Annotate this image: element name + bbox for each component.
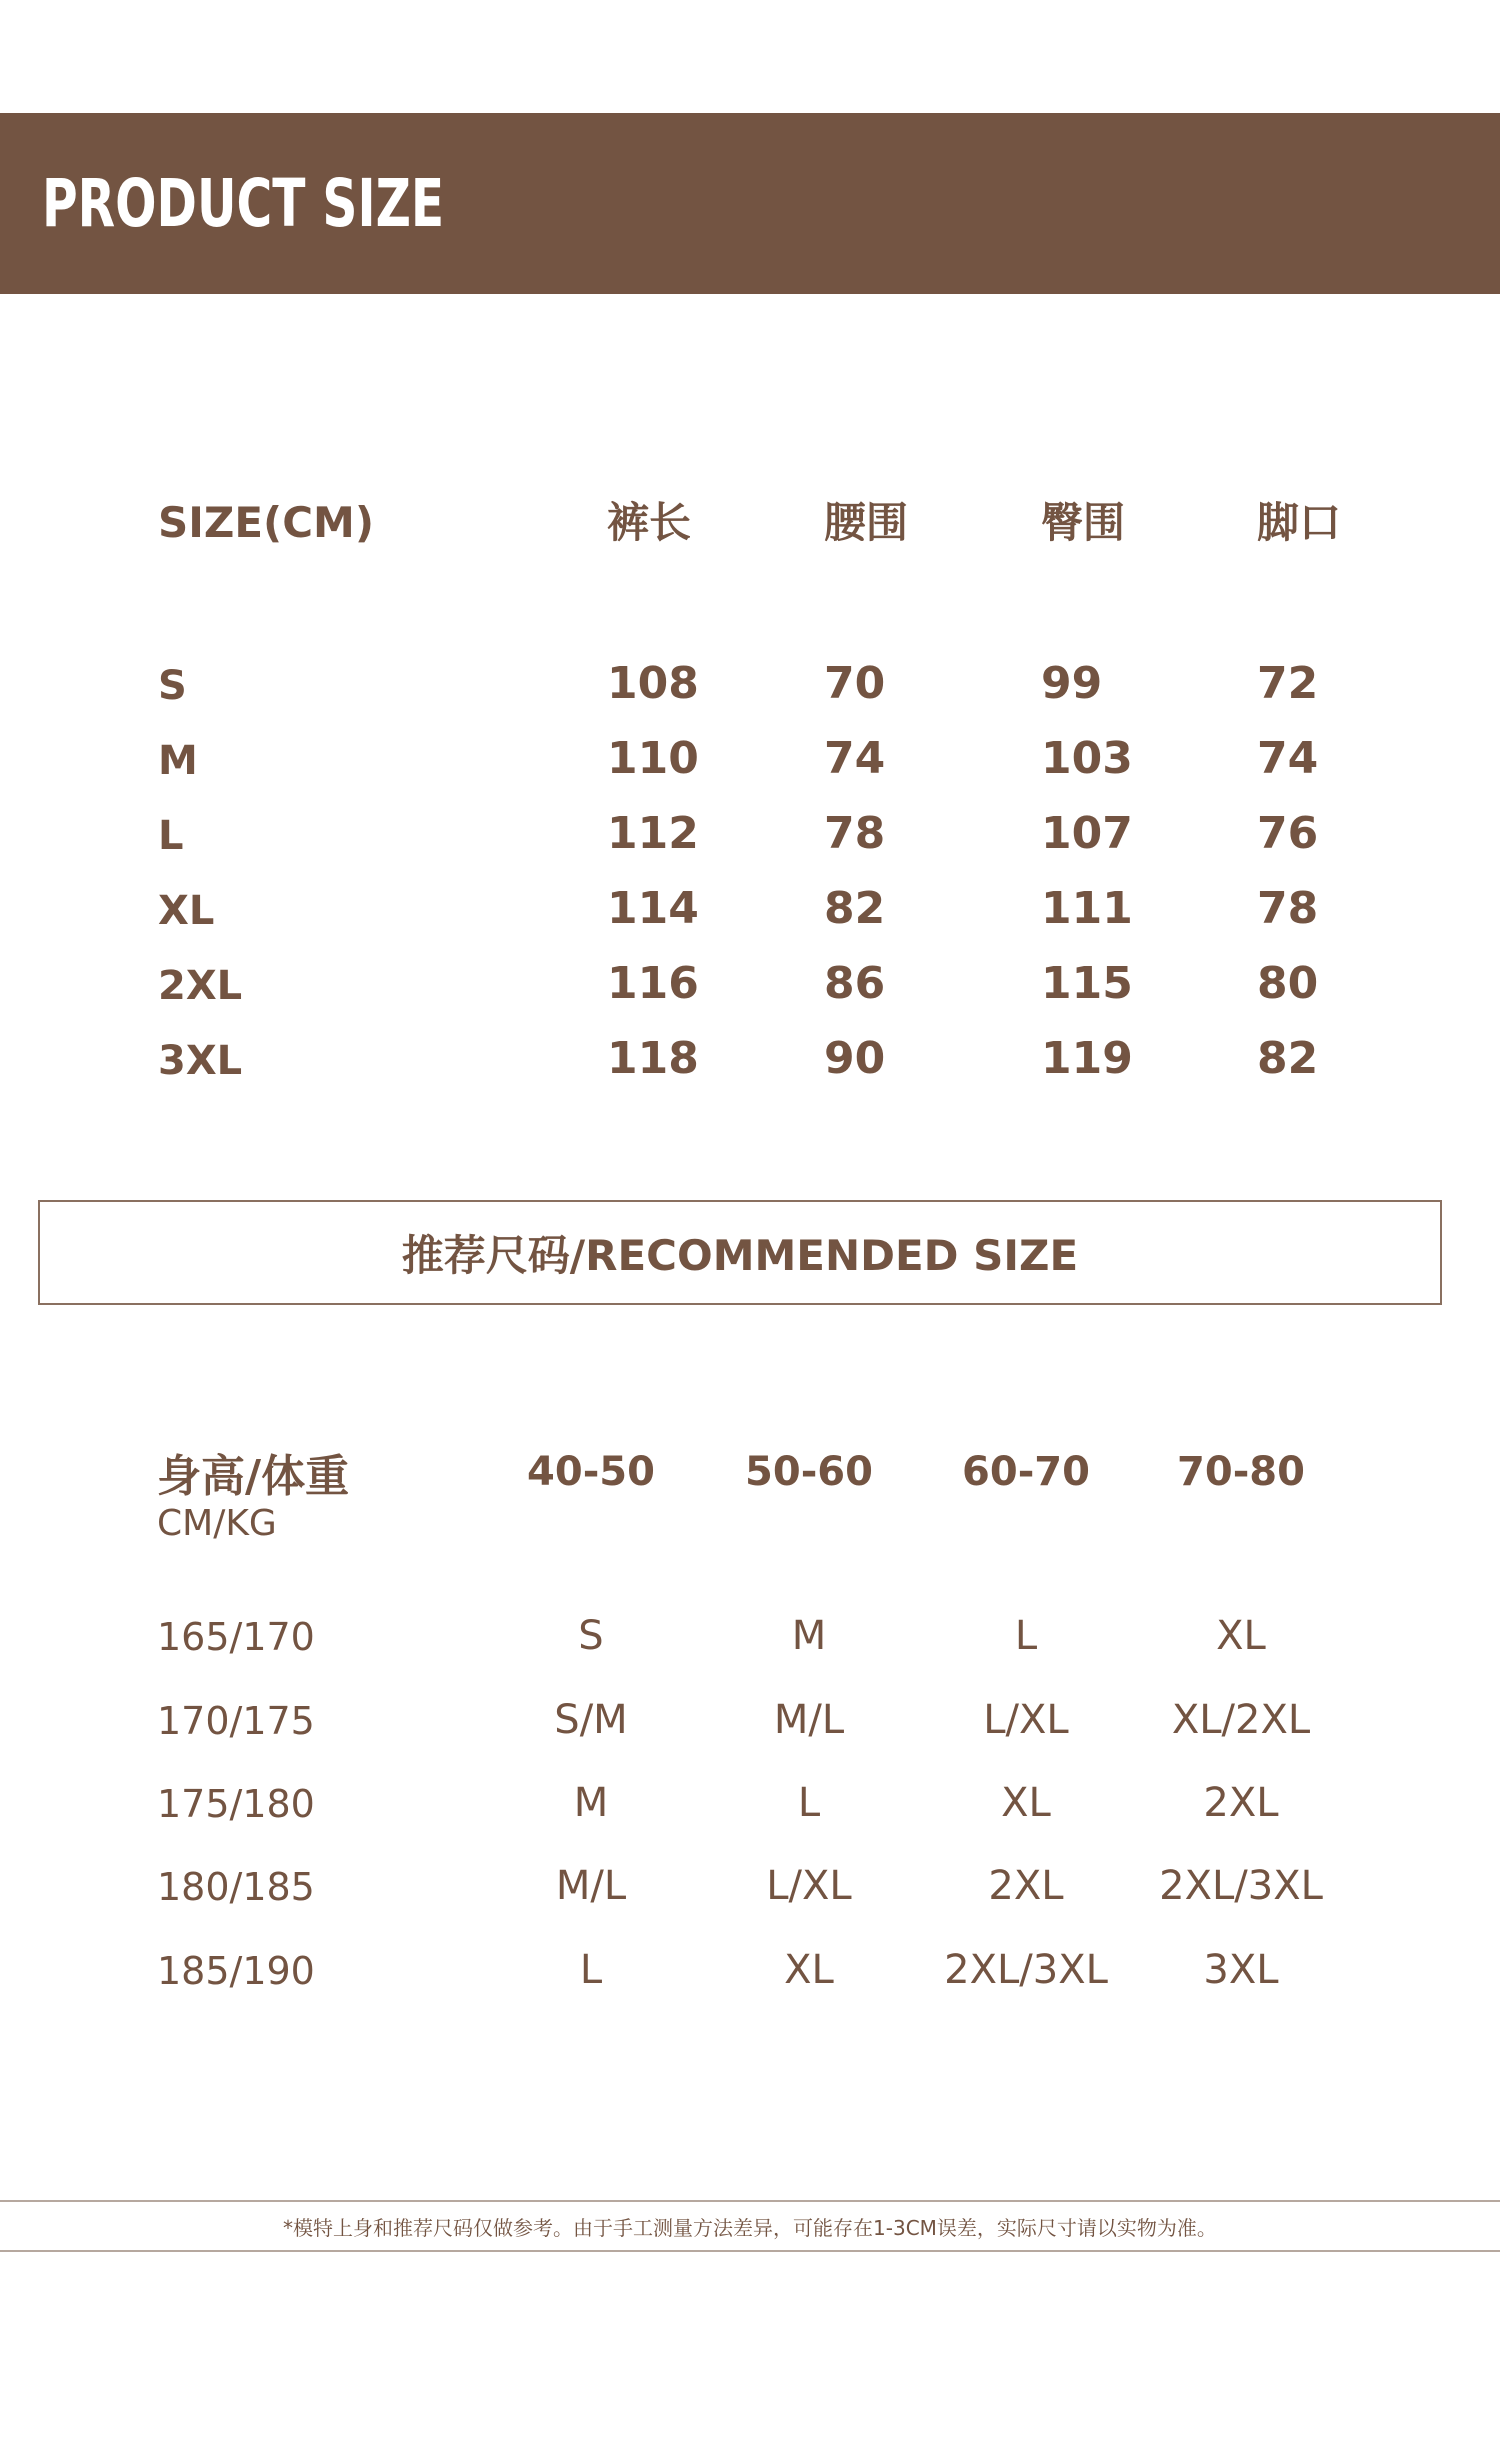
footer-divider-bottom <box>0 2250 1500 2252</box>
recommended-size-cell: XL/2XL <box>1171 1697 1311 1743</box>
size-table-cell: 74 <box>824 733 886 784</box>
size-table-cell: 90 <box>824 1033 886 1084</box>
size-table-cell: 78 <box>824 808 886 859</box>
size-table-cell: 72 <box>1257 658 1319 709</box>
size-table-cell: 110 <box>607 733 699 784</box>
recommended-size-cell: M <box>573 1780 609 1826</box>
recommended-size-cell: M <box>791 1613 827 1659</box>
size-table-cell: 99 <box>1041 658 1103 709</box>
size-table-cell: 82 <box>824 883 886 934</box>
weight-range-header: 50-60 <box>745 1449 873 1495</box>
weight-range-header: 60-70 <box>962 1449 1090 1495</box>
size-table-cell: 114 <box>607 883 699 934</box>
size-label: S <box>158 663 187 709</box>
height-weight-value: 165/170 <box>157 1615 315 1659</box>
size-table-cell: 119 <box>1041 1033 1133 1084</box>
recommended-size-cell: 2XL/3XL <box>944 1947 1108 1993</box>
size-table-header: 裤长 <box>607 498 692 547</box>
height-weight-value: 170/175 <box>157 1699 315 1743</box>
size-table-cell: 116 <box>607 958 699 1009</box>
recommended-size-cell: M/L <box>773 1697 845 1743</box>
size-table-cell: 108 <box>607 658 699 709</box>
size-label: M <box>158 738 198 784</box>
recommended-size-cell: L <box>797 1780 821 1826</box>
recommended-size-cell: XL <box>1001 1780 1051 1826</box>
size-table-cell: 103 <box>1041 733 1133 784</box>
size-table-cell: 70 <box>824 658 886 709</box>
recommended-size-cell: L <box>1014 1613 1038 1659</box>
size-label: XL <box>158 888 215 934</box>
size-table-cell: 74 <box>1257 733 1319 784</box>
height-weight-value: 180/185 <box>157 1865 315 1909</box>
height-weight-label: 身高/体重 <box>157 1451 350 1502</box>
size-table-cell: 76 <box>1257 808 1319 859</box>
recommended-size-cell: 2XL <box>1203 1780 1279 1826</box>
size-label: 2XL <box>158 963 243 1009</box>
size-label: 3XL <box>158 1038 243 1084</box>
size-table-cell: 78 <box>1257 883 1319 934</box>
size-table-cell: 111 <box>1041 883 1133 934</box>
size-table-cell: 82 <box>1257 1033 1319 1084</box>
size-table-cell: 80 <box>1257 958 1319 1009</box>
recommended-size-cell: L/XL <box>983 1697 1069 1743</box>
recommended-size-cell: M/L <box>555 1863 627 1909</box>
height-weight-value: 185/190 <box>157 1949 315 1993</box>
size-label: L <box>158 813 184 859</box>
weight-range-header: 40-50 <box>527 1449 655 1495</box>
size-table-header: 腰围 <box>824 498 909 547</box>
size-table-cell: 118 <box>607 1033 699 1084</box>
height-weight-unit: CM/KG <box>157 1503 277 1544</box>
recommended-size-cell: S/M <box>554 1697 628 1743</box>
size-table-cell: 112 <box>607 808 699 859</box>
height-weight-value: 175/180 <box>157 1782 315 1826</box>
size-table-cell: 115 <box>1041 958 1133 1009</box>
size-table-header: SIZE(CM) <box>158 498 375 547</box>
size-table-header: 臀围 <box>1041 498 1126 547</box>
recommended-size-cell: XL <box>1216 1613 1266 1659</box>
title-banner <box>0 113 1500 294</box>
size-table-header: 脚口 <box>1257 498 1342 547</box>
recommended-size-cell: 2XL <box>988 1863 1064 1909</box>
disclaimer-note: *模特上身和推荐尺码仅做参考。由于手工测量方法差异，可能存在1-3CM误差，实际尺寸请以实物为准。 <box>283 2216 1217 2240</box>
recommended-size-cell: L <box>579 1947 603 1993</box>
recommended-size-title: 推荐尺码/RECOMMENDED SIZE <box>401 1230 1079 1280</box>
footer-divider-top <box>0 2200 1500 2202</box>
page-title: PRODUCT SIZE <box>42 165 445 242</box>
recommended-size-cell: 3XL <box>1203 1947 1279 1993</box>
size-table-cell: 107 <box>1041 808 1133 859</box>
size-table-cell: 86 <box>824 958 886 1009</box>
recommended-size-header <box>38 1200 1442 1305</box>
recommended-size-cell: 2XL/3XL <box>1159 1863 1323 1909</box>
recommended-size-cell: S <box>578 1613 604 1659</box>
weight-range-header: 70-80 <box>1177 1449 1305 1495</box>
recommended-size-cell: L/XL <box>766 1863 852 1909</box>
recommended-size-cell: XL <box>784 1947 834 1993</box>
